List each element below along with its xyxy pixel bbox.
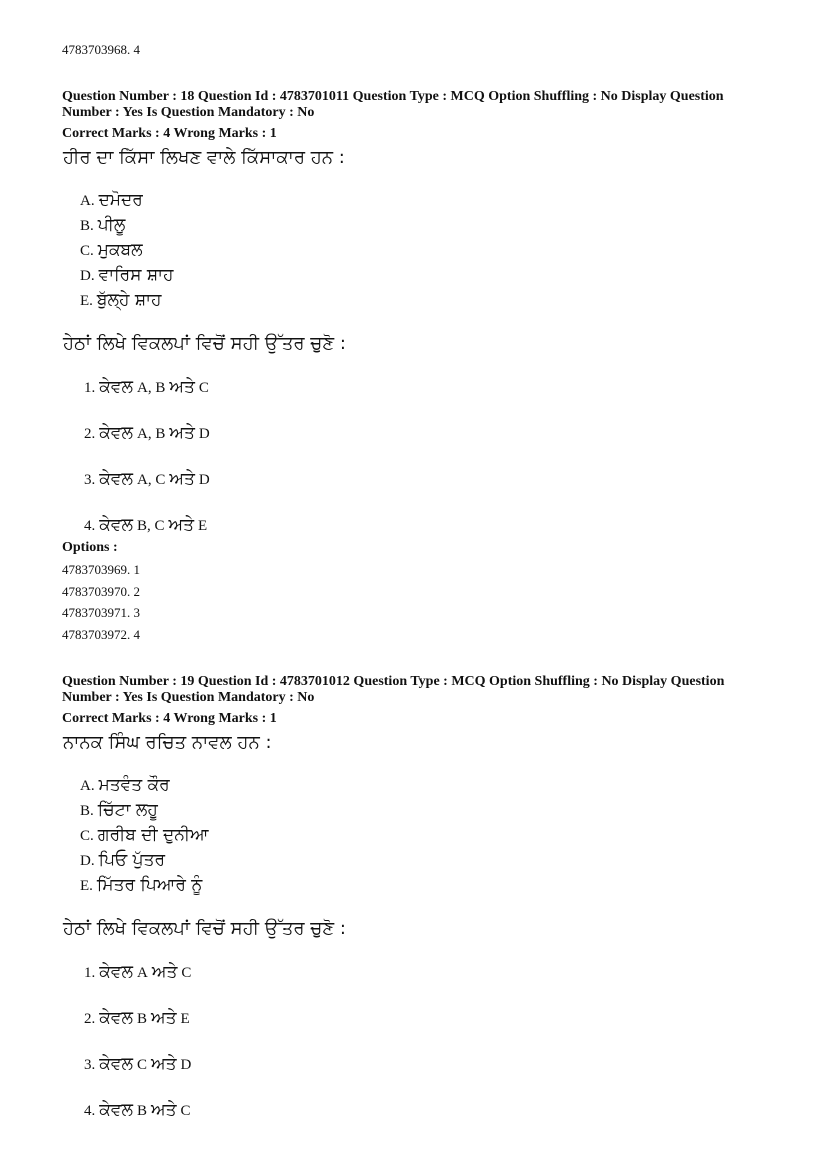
choice-last: C bbox=[180, 1103, 191, 1119]
item-text: ਦਮੋਦਰ bbox=[98, 190, 143, 210]
q18-item-e bbox=[80, 290, 162, 310]
q18-option-id-4: 4783703972. 4 bbox=[62, 627, 140, 642]
choice-letters: A, B bbox=[136, 426, 166, 442]
item-letter: C. bbox=[80, 243, 94, 259]
choice-conj: ਅਤੇ bbox=[169, 423, 195, 443]
q18-item-c bbox=[80, 240, 143, 260]
item-letter: A. bbox=[80, 778, 95, 794]
choice-last: D bbox=[180, 1057, 192, 1073]
choice-letters: B bbox=[136, 1103, 147, 1119]
q19-choice-3 bbox=[84, 1054, 191, 1074]
item-letter: C. bbox=[80, 828, 94, 844]
choice-letters: A, B bbox=[136, 380, 166, 396]
q19-item-b bbox=[80, 800, 158, 820]
choice-prefix: ਕੇਵਲ bbox=[99, 469, 133, 489]
item-text: ਮਤਵੰਤ ਕੌਰ bbox=[98, 775, 170, 795]
choice-prefix: ਕੇਵਲ bbox=[99, 1100, 133, 1120]
choice-prefix: ਕੇਵਲ bbox=[99, 1054, 133, 1074]
q19-meta-line2: Number : Yes Is Question Mandatory : No bbox=[62, 690, 315, 705]
q19-instruction: ਹੇਠਾਂ ਲਿਖੇ ਵਿਕਲਪਾਂ ਵਿਚੋਂ ਸਹੀ ਉੱਤਰ ਚੁਣੋ : bbox=[63, 918, 346, 939]
q19-item-c bbox=[80, 825, 209, 845]
q18-meta-line1: Question Number : 18 Question Id : 4783701011 Question Type : MCQ Option Shuffling : No Display Question bbox=[62, 89, 724, 104]
choice-letters: A, C bbox=[136, 472, 166, 488]
q18-choice-4 bbox=[84, 515, 207, 535]
choice-last: C bbox=[198, 380, 209, 396]
choice-number: 1. bbox=[84, 380, 96, 396]
q19-marks: Correct Marks : 4 Wrong Marks : 1 bbox=[62, 711, 277, 726]
item-text: ਪੀਲੂ bbox=[97, 215, 126, 235]
choice-conj: ਅਤੇ bbox=[151, 962, 178, 982]
q19-item-a bbox=[80, 775, 170, 795]
q18-choice-2 bbox=[84, 423, 210, 443]
choice-last: D bbox=[198, 426, 210, 442]
q18-choice-1 bbox=[84, 377, 209, 397]
q18-instruction: ਹੇਠਾਂ ਲਿਖੇ ਵਿਕਲਪਾਂ ਵਿਚੋਂ ਸਹੀ ਉੱਤਰ ਚੁਣੋ : bbox=[63, 333, 346, 354]
choice-conj: ਅਤੇ bbox=[169, 469, 195, 489]
choice-prefix: ਕੇਵਲ bbox=[99, 377, 133, 397]
choice-number: 3. bbox=[84, 472, 96, 488]
choice-conj: ਅਤੇ bbox=[151, 1054, 177, 1074]
item-text: ਗਰੀਬ ਦੀ ਦੁਨੀਆ bbox=[97, 825, 209, 845]
choice-letters: A bbox=[136, 965, 148, 981]
choice-conj: ਅਤੇ bbox=[169, 377, 195, 397]
choice-conj: ਅਤੇ bbox=[151, 1100, 177, 1120]
q18-item-a bbox=[80, 190, 143, 210]
q18-item-d bbox=[80, 265, 173, 285]
choice-number: 4. bbox=[84, 1103, 96, 1119]
q19-choice-2 bbox=[84, 1008, 190, 1028]
item-letter: E. bbox=[80, 878, 93, 894]
choice-number: 2. bbox=[84, 1011, 96, 1027]
choice-letters: C bbox=[136, 1057, 147, 1073]
q18-question-text: ਹੀਰ ਦਾ ਕਿੱਸਾ ਲਿਖਣ ਵਾਲੇ ਕਿੱਸਾਕਾਰ ਹਨ : bbox=[63, 147, 345, 168]
item-letter: B. bbox=[80, 803, 94, 819]
choice-last: E bbox=[180, 1011, 190, 1027]
q19-choice-4 bbox=[84, 1100, 191, 1120]
q19-item-d bbox=[80, 850, 165, 870]
item-text: ਪਿਓ ਪੁੱਤਰ bbox=[98, 850, 165, 870]
q18-item-b bbox=[80, 215, 125, 235]
q19-meta-line1: Question Number : 19 Question Id : 4783701012 Question Type : MCQ Option Shuffling : No Display Question bbox=[62, 674, 725, 689]
q19-item-e bbox=[80, 875, 202, 895]
q19-question-text: ਨਾਨਕ ਸਿੰਘ ਰਚਿਤ ਨਾਵਲ ਹਨ : bbox=[63, 732, 272, 753]
header-code: 4783703968. 4 bbox=[62, 42, 140, 57]
choice-letters: B, C bbox=[136, 518, 165, 534]
choice-prefix: ਕੇਵਲ bbox=[99, 423, 133, 443]
item-letter: D. bbox=[80, 268, 95, 284]
choice-conj: ਅਤੇ bbox=[151, 1008, 177, 1028]
item-text: ਬੁੱਲ੍ਹੇ ਸ਼ਾਹ bbox=[96, 290, 162, 310]
q18-option-id-1: 4783703969. 1 bbox=[62, 562, 140, 577]
item-letter: B. bbox=[80, 218, 94, 234]
choice-prefix: ਕੇਵਲ bbox=[99, 1008, 133, 1028]
choice-number: 4. bbox=[84, 518, 96, 534]
q18-marks: Correct Marks : 4 Wrong Marks : 1 bbox=[62, 126, 277, 141]
item-text: ਚਿੱਟਾ ਲਹੂ bbox=[97, 800, 158, 820]
choice-prefix: ਕੇਵਲ bbox=[99, 515, 133, 535]
choice-number: 2. bbox=[84, 426, 96, 442]
q18-meta-line2: Number : Yes Is Question Mandatory : No bbox=[62, 105, 315, 120]
item-text: ਵਾਰਿਸ ਸ਼ਾਹ bbox=[98, 265, 174, 285]
q18-option-id-3: 4783703971. 3 bbox=[62, 605, 140, 620]
choice-last: E bbox=[198, 518, 208, 534]
choice-last: D bbox=[198, 472, 210, 488]
choice-number: 1. bbox=[84, 965, 96, 981]
q19-choice-1 bbox=[84, 962, 191, 982]
item-letter: E. bbox=[80, 293, 93, 309]
q18-options-label: Options : bbox=[62, 540, 118, 555]
item-letter: A. bbox=[80, 193, 95, 209]
choice-prefix: ਕੇਵਲ bbox=[99, 962, 133, 982]
choice-last: C bbox=[181, 965, 192, 981]
choice-conj: ਅਤੇ bbox=[168, 515, 194, 535]
item-letter: D. bbox=[80, 853, 95, 869]
q18-choice-3 bbox=[84, 469, 210, 489]
choice-number: 3. bbox=[84, 1057, 96, 1073]
item-text: ਮੁਕਬਲ bbox=[97, 240, 143, 260]
choice-letters: B bbox=[136, 1011, 147, 1027]
q18-option-id-2: 4783703970. 2 bbox=[62, 584, 140, 599]
item-text: ਮਿੱਤਰ ਪਿਆਰੇ ਨੂੰ bbox=[96, 875, 203, 895]
